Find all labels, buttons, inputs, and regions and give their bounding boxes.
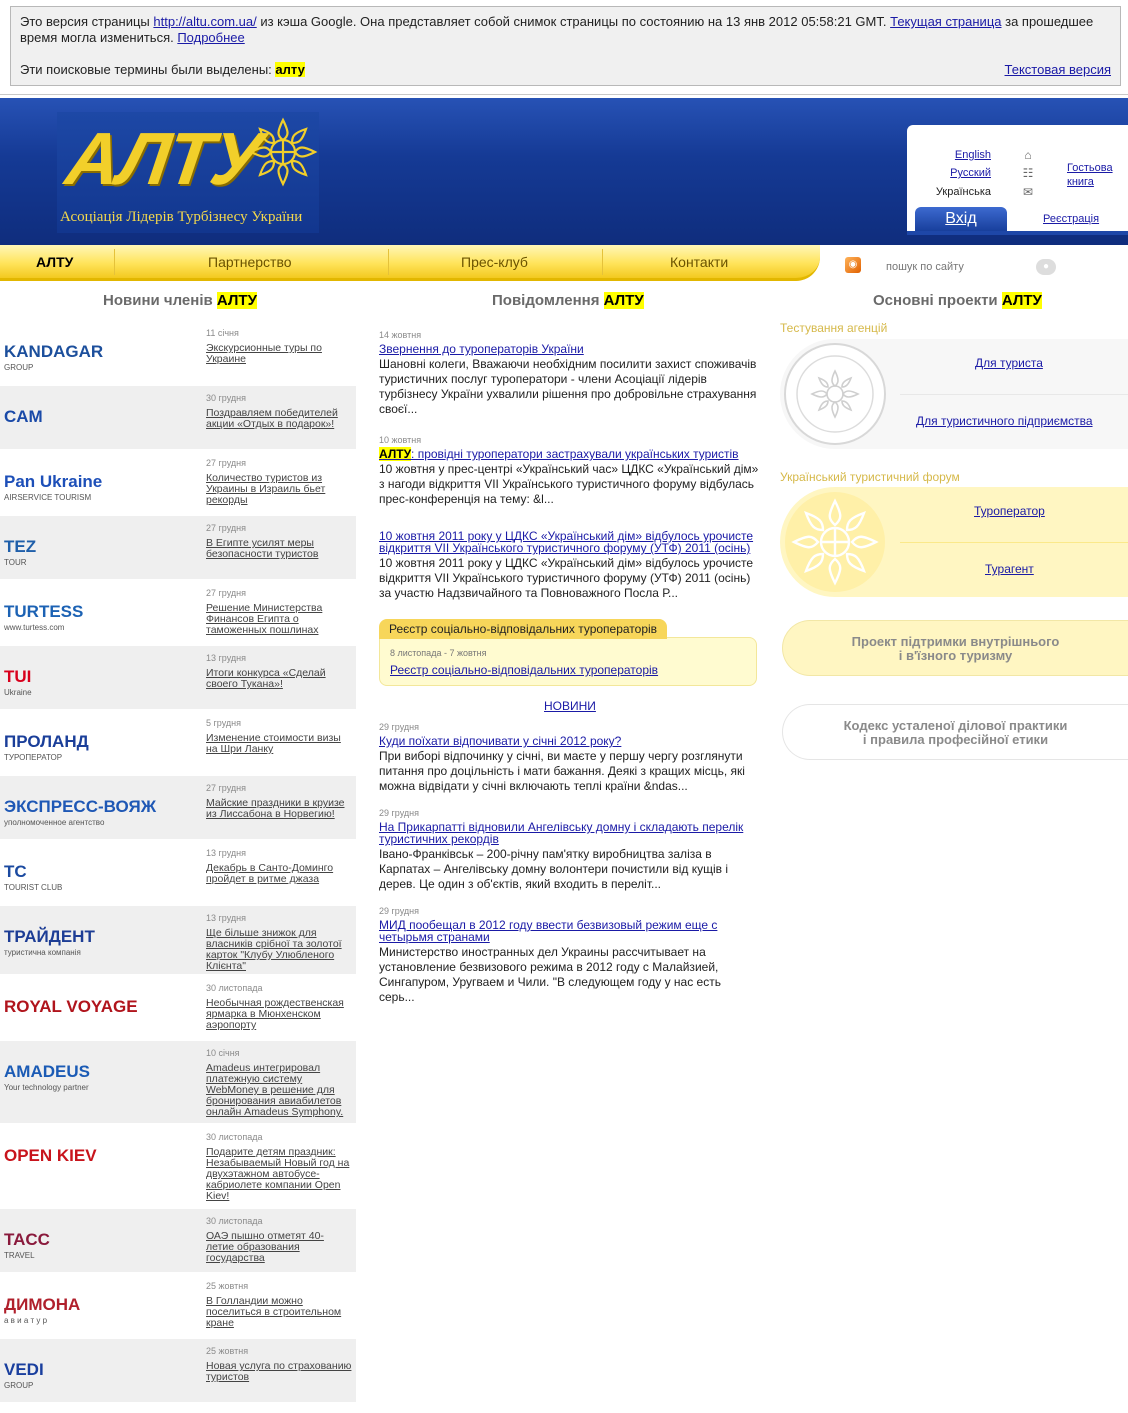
highlighted-term: алту: [275, 62, 305, 77]
main-nav: [0, 245, 820, 281]
news-body: При виборі відпочинку у січні, ви маєте у першу чергу розглянути питання про доцільність і мати бажання. Деякі з кращих місць, які можна відвідати у січні включають теплі країни &ndas...: [379, 749, 745, 793]
member-logo-text: ПРОЛАНД: [4, 732, 89, 751]
logo-wordmark: АЛТУ: [61, 117, 266, 200]
member-logo[interactable]: [4, 585, 194, 643]
registry-box: [379, 637, 757, 686]
register-link[interactable]: Реєстрація: [1043, 213, 1100, 225]
touragent-link[interactable]: Турагент: [985, 562, 1034, 576]
member-logo[interactable]: [4, 1045, 194, 1103]
member-logo-text: TURTESS: [4, 602, 84, 621]
member-news-date: 25 жовтня: [206, 1346, 249, 1356]
search-icon[interactable]: ●: [1036, 259, 1056, 275]
cache-separator: [0, 94, 1128, 95]
message-title-link[interactable]: АЛТУ: провідні туроператори застрахували українських туристів: [379, 447, 739, 461]
member-logo-text: ЭКСПРЕСС-ВОЯЖ: [4, 797, 157, 816]
registry-block: [379, 619, 757, 686]
pill-line: Кодекс усталеної ділової практики: [843, 718, 1068, 733]
member-logo-text: TEZ: [4, 537, 37, 556]
member-logo-subtext: www.turtess.com: [4, 623, 65, 632]
member-news-title-link[interactable]: Новая услуга по страхованию туристов: [206, 1360, 352, 1383]
member-logo-text: TC: [4, 862, 27, 881]
message-body: 10 жовтня у прес-центрі «Український час» ЦДКС «Український дім» з нагоди відкриття VII Українського туристичного форуму відбулась прес-конференція на тему: &l...: [379, 462, 759, 506]
sun-emblem-icon: [782, 489, 888, 595]
member-logo-text: Pan Ukraine: [4, 472, 103, 491]
member-news-title-link[interactable]: Декабрь в Санто-Доминго пройдет в ритме джаза: [206, 862, 334, 885]
member-news-list: [0, 321, 356, 1404]
flower-emblem-icon: [247, 116, 319, 188]
member-logo-text: AMADEUS: [4, 1062, 90, 1081]
member-logo[interactable]: [4, 455, 194, 513]
member-logo-text: TUI: [4, 667, 32, 686]
more-info-link[interactable]: Подробнее: [177, 30, 245, 45]
member-news-title-link[interactable]: Поздравляем победителей акции «Отдых в подарок»!: [206, 407, 338, 430]
projects-heading: Основні проекти АЛТУ: [873, 292, 1042, 309]
current-page-link[interactable]: Текущая страница: [890, 14, 1002, 29]
quality-seal-icon: [782, 341, 888, 447]
member-logo-text: OPEN KIEV: [4, 1146, 97, 1165]
pill-line: Проект підтримки внутрішнього: [851, 634, 1060, 649]
message-item: [379, 435, 759, 507]
member-news-title-link[interactable]: Подарите детям праздник: Незабываемый Новый год на двухэтажном автобусе-кабриолете компании Open Kiev!: [206, 1146, 350, 1202]
news-title-link[interactable]: МИД пообещал в 2012 году ввести безвизовый режим еще с четырьмя странами: [379, 918, 718, 944]
lang-english-link[interactable]: English: [954, 149, 991, 161]
registry-date: 8 листопада - 7 жовтня: [390, 648, 487, 658]
forum-block: [780, 487, 1128, 597]
member-news-title-link[interactable]: Итоги конкурса «Сделай своего Тукана»!: [206, 667, 326, 690]
member-logo[interactable]: [4, 1213, 194, 1271]
domestic-tourism-project-button[interactable]: [782, 620, 1128, 676]
nav-contacts[interactable]: Контакти: [670, 254, 729, 270]
member-logo-text: KANDAGAR: [4, 342, 104, 361]
member-news-title-link[interactable]: Необычная рождественская ярмарка в Мюнхенском аэропорту: [206, 997, 344, 1031]
member-logo-text: ТРАЙДЕНТ: [4, 927, 95, 946]
member-logo-subtext: TOUR: [4, 558, 27, 567]
member-logo[interactable]: [4, 390, 194, 448]
member-news-row[interactable]: [0, 321, 356, 386]
block-divider: [900, 394, 1128, 395]
member-news-row[interactable]: [0, 1339, 356, 1404]
member-logo[interactable]: [4, 325, 194, 383]
member-news-row[interactable]: [0, 711, 356, 776]
members-news-heading: Новини членів АЛТУ: [103, 292, 257, 309]
for-company-link[interactable]: Для туристичного підприємства: [916, 414, 1093, 428]
terms-label: Эти поисковые термины были выделены:: [20, 62, 276, 77]
agency-testing-label: Тестування агенцій: [780, 321, 888, 335]
message-item: [379, 330, 759, 417]
member-logo[interactable]: [4, 910, 194, 968]
member-news-title-link[interactable]: Майские праздники в круизе из Лиссабона в Норвегию!: [206, 797, 345, 820]
nav-press-club[interactable]: Прес-клуб: [461, 254, 528, 270]
message-title-link[interactable]: Звернення до туроператорів України: [379, 342, 584, 356]
cache-text-3: за прошедшее время могла измениться.: [20, 14, 1094, 45]
member-logo[interactable]: [4, 650, 194, 708]
nav-separator: [388, 249, 389, 275]
news-date: 29 грудня: [379, 906, 419, 916]
member-logo-text: TACC: [4, 1230, 50, 1249]
member-news-row[interactable]: [0, 646, 356, 711]
member-logo-subtext: AIRSERVICE TOURISM: [4, 493, 92, 502]
nav-altu[interactable]: АЛТУ: [36, 254, 74, 270]
message-date: 14 жовтня: [379, 330, 422, 340]
nav-separator: [602, 249, 603, 275]
member-news-title-link[interactable]: ОАЭ пышно отметят 40-летие образования государства: [206, 1230, 324, 1264]
rss-icon[interactable]: ◉: [845, 257, 861, 273]
member-news-date: 27 грудня: [206, 458, 246, 468]
home-icon[interactable]: ⌂: [1024, 148, 1032, 162]
message-title-link[interactable]: 10 жовтня 2011 року у ЦДКС «Український дім» відбулось урочисте відкриття VII Українського туристичного форуму (УТФ) 2011 (осінь): [379, 529, 754, 555]
news-body: Івано-Франківськ – 200-річну пам'ятку виробництва заліза в Карпатах – Ангелівську домну волонтери почистили від кущів і дерев. Це один з об'єктів, який входить в переліт...: [379, 847, 729, 891]
member-news-title-link[interactable]: Решение Министерства Финансов Египта о таможенных пошлинах: [206, 602, 323, 636]
guestbook-link[interactable]: Гостьова книга: [1067, 162, 1113, 188]
news-title-link[interactable]: Куди поїхати відпочивати у січні 2012 року?: [379, 734, 622, 748]
member-logo-subtext: ТУРОПЕРАТОР: [4, 753, 63, 762]
member-logo[interactable]: [4, 1278, 194, 1336]
member-news-date: 13 грудня: [206, 653, 246, 663]
member-logo-subtext: GROUP: [4, 1381, 34, 1390]
member-news-date: 27 грудня: [206, 523, 246, 533]
lang-russian-link[interactable]: Русский: [950, 167, 991, 179]
business-code-button[interactable]: [782, 704, 1128, 760]
member-logo-subtext: TOURIST CLUB: [4, 883, 63, 892]
for-tourist-link[interactable]: Для туриста: [975, 356, 1043, 370]
mail-icon[interactable]: ✉: [1022, 185, 1034, 199]
login-tab[interactable]: Вхід: [915, 207, 1007, 231]
cache-text-1: Это версия страницы: [20, 14, 154, 29]
member-news-date: 30 грудня: [206, 393, 246, 403]
text-version-link[interactable]: Текстовая версия: [1004, 62, 1111, 77]
message-date: 10 жовтня: [379, 435, 422, 445]
member-logo-subtext: Your technology partner: [4, 1083, 89, 1092]
member-news-date: 30 листопада: [206, 983, 263, 993]
lang-ukrainian-current: Українська: [935, 186, 991, 198]
user-panel: [907, 125, 1128, 235]
member-news-row[interactable]: [0, 976, 356, 1041]
logo-tagline: Асоціація Лідерів Турбізнесу України: [60, 209, 303, 225]
member-logo[interactable]: [4, 1343, 194, 1401]
news-body: Министерство иностранных дел Украины рассчитывает на установление безвизового режима в 2012 году с Малайзией, Сингапуром, Уругваем и Чили. "В следующем году у нас есть серь...: [379, 945, 721, 1004]
messages-heading: Повідомлення АЛТУ: [492, 292, 644, 309]
nav-separator: [114, 249, 115, 275]
member-news-date: 30 листопада: [206, 1216, 263, 1226]
member-news-title-link[interactable]: Amadeus интегрировал платежную систему WebMoney в решение для бронирования авиабилетов онлайн Amadeus Symphony.: [206, 1062, 344, 1118]
member-news-title-link[interactable]: Ще більше знижок для власників срібної та золотої карток "Клубу Улюбленого Клієнта": [206, 927, 342, 972]
search-terms-line: [20, 62, 305, 78]
sitemap-icon[interactable]: ☷: [1022, 166, 1034, 180]
member-news-row[interactable]: [0, 841, 356, 906]
member-logo[interactable]: [4, 520, 194, 578]
site-logo[interactable]: [57, 112, 319, 233]
touroperator-link[interactable]: Туроператор: [974, 504, 1045, 518]
member-news-date: 27 грудня: [206, 588, 246, 598]
registry-tab[interactable]: Реєстр соціально-відповідальних туроператорів: [379, 619, 667, 639]
member-news-row[interactable]: [0, 1125, 356, 1209]
member-logo-subtext: GROUP: [4, 363, 34, 372]
message-body: Шановні колеги, Вважаючи необхідним посилити захист споживачів туристичних послуг туроператори - члени Асоціації лідерів турбізнесу України ухвалили рішення про добровільне страхування своєї...: [379, 357, 757, 416]
news-date: 29 грудня: [379, 722, 419, 732]
search-input[interactable]: пошук по сайту: [886, 261, 964, 273]
google-cache-banner: [10, 6, 1121, 86]
member-news-row[interactable]: [0, 451, 356, 516]
member-news-row[interactable]: [0, 1274, 356, 1339]
member-logo[interactable]: [4, 780, 194, 838]
news-item: [379, 722, 759, 794]
member-news-row[interactable]: [0, 516, 356, 581]
member-logo[interactable]: [4, 980, 194, 1038]
member-logo-text: ДИМОНА: [4, 1295, 81, 1314]
cached-url-link[interactable]: http://altu.com.ua/: [153, 14, 257, 29]
member-logo-subtext: а в и а т у р: [4, 1316, 48, 1325]
member-news-title-link[interactable]: В Египте усилят меры безопасности туристов: [206, 537, 319, 560]
member-logo-subtext: Ukraine: [4, 688, 32, 697]
message-item: [379, 530, 759, 601]
member-news-row[interactable]: [0, 386, 356, 451]
news-link[interactable]: НОВИНИ: [544, 699, 596, 713]
member-news-row[interactable]: [0, 776, 356, 841]
site-header: [0, 98, 1128, 245]
panel-underline: [907, 231, 1128, 235]
member-news-title-link[interactable]: Изменение стоимости визы на Шри Ланку: [206, 732, 341, 755]
registry-link[interactable]: Реєстр соціально-відповідальних туроператорів: [390, 663, 659, 677]
member-news-title-link[interactable]: Экскурсионные туры по Украине: [206, 342, 322, 365]
pill-line: і в'їзного туризму: [898, 648, 1013, 663]
agency-testing-block: [780, 339, 1128, 449]
cache-text-2: из кэша Google. Она представляет собой снимок страницы по состоянию на 13 янв 2012 05:58:21 GMT.: [256, 14, 891, 29]
news-title-link[interactable]: На Прикарпатті відновили Ангелівську домну і складають перелік туристичних рекордів: [379, 820, 744, 846]
member-news-date: 30 листопада: [206, 1132, 263, 1142]
member-news-row[interactable]: [0, 1209, 356, 1274]
member-logo[interactable]: [4, 845, 194, 903]
news-item: [379, 906, 759, 1005]
member-news-date: 10 січня: [206, 1048, 240, 1058]
member-logo-subtext: TRAVEL: [4, 1251, 35, 1260]
member-logo-subtext: туристична компанія: [4, 948, 81, 957]
news-date: 29 грудня: [379, 808, 419, 818]
member-logo-text: VEDI: [4, 1360, 44, 1379]
member-news-date: 11 січня: [206, 328, 239, 338]
member-news-row[interactable]: [0, 1041, 356, 1125]
message-body: 10 жовтня 2011 року у ЦДКС «Український дім» відбулось урочисте відкриття VII Українського туристичного форуму (УТФ) 2011 (осінь) за участю Надзвичайного та Повноважного Посла Р...: [379, 556, 754, 600]
member-news-date: 27 грудня: [206, 783, 246, 793]
forum-label: Український туристичний форум: [780, 470, 960, 484]
nav-partnership[interactable]: Партнерство: [208, 254, 292, 270]
messages-list: [379, 330, 759, 601]
block-divider: [900, 542, 1128, 543]
member-logo-text: CAM: [4, 407, 43, 426]
member-news-row[interactable]: [0, 581, 356, 646]
news-item: [379, 808, 759, 892]
member-news-title-link[interactable]: Количество туристов из Украины в Израиль бьет рекорды: [206, 472, 326, 506]
member-news-date: 13 грудня: [206, 913, 246, 923]
member-news-date: 25 жовтня: [206, 1281, 249, 1291]
pill-line: і правила професійної етики: [862, 732, 1049, 747]
member-logo-text: ROYAL VOYAGE: [4, 997, 138, 1016]
member-news-title-link[interactable]: В Голландии можно поселиться в строительном кране: [206, 1295, 342, 1329]
member-logo-subtext: уполномоченное агентство: [4, 818, 105, 827]
member-logo[interactable]: [4, 715, 194, 773]
member-logo[interactable]: [4, 1129, 194, 1187]
member-news-date: 13 грудня: [206, 848, 246, 858]
news-list: [379, 722, 759, 1005]
member-news-date: 5 грудня: [206, 718, 241, 728]
member-news-row[interactable]: [0, 906, 356, 976]
